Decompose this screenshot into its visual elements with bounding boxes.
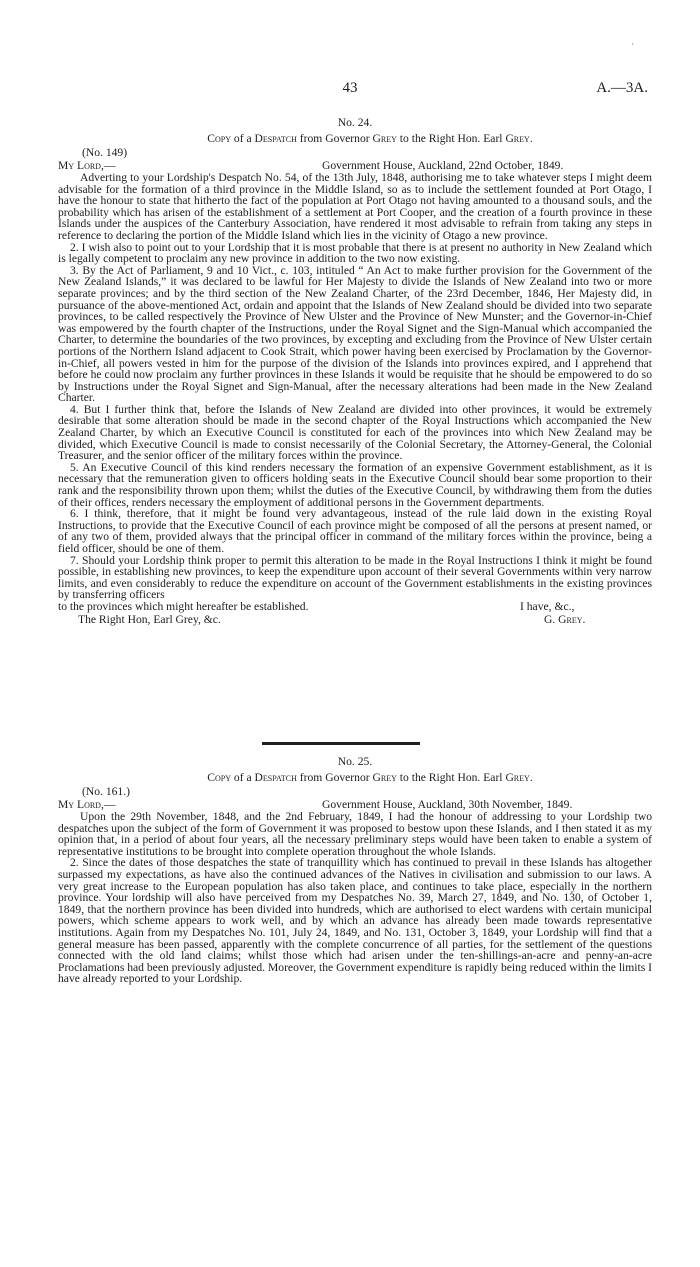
paragraph-4: 4. But I further think that, before the Islands of New Zealand are divided into other provinces, it would be extremely desirable that some alteration should be made in the second chapter of the Royal Instructions which accompanied the New Zealand Charter, by which an Executive Council is constituted for each of the provinces into which New Zealand may be divided, which Executive Council is made to consist necessarily of the Colonial Secretary, the Attorney-General, the Colonial Treasurer, and the senior officer of the military forces within the province. [58, 402, 652, 463]
speck: · [631, 40, 634, 49]
despatch-number: No. 24. [337, 116, 373, 129]
despatch-25 [58, 754, 652, 985]
caption-of: of a [231, 132, 255, 145]
opening-paragraph: Upon the 29th November, 1848, and the 2nd February, 1849, I had the honour of addressing to your Lordship two despatches upon the subject of the form of Government it was proposed to bestow upon these Islands, and I then stated it as my opinion that, in a period of about four years, all the necessary preliminary steps would have been taken to enable a system of representative institutions to be brought into complete operation throughout the whole Islands. [58, 810, 652, 858]
despatch-serial: (No. 149) [82, 146, 128, 159]
despatch-caption [58, 130, 652, 147]
paragraph-5: 5. An Executive Council of this kind renders necessary the formation of an expensive Government establishment, as it is necessary that the remuneration given to officers holding seats in the Executive Council should bear some proportion to their rank and the responsibility thrown upon them; whilst the duties of the Executive Council, by withdrawing them from the duties of their offices, renders necessary the employment of additional persons in the Government departments. [58, 460, 652, 509]
caption-copy: Copy [207, 132, 232, 145]
paragraph-2: 2. Since the dates of those despatches the state of tranquillity which has continued to prevail in these Islands has altogether surpassed my expectations, as have also the continued advances of the Natives in civilisation and submission to our laws. A very great increase to the European population has also taken place, and continues to take place, especially in the northern province. Your lordship will also have perceived from my Despatches No. 39, March 27, 1849, and No. 130, of October 1, 1849, that the northern province has been divided into hundreds, which are authorised to elect wardens with certain municipal powers, which scheme appears to work well, and by which an advance has already been made towards representative institutions. Again from my Despatches No. 101, July 24, 1849, and No. 131, October 3, 1849, your Lordship will find that a general measure has been passed, apparently with the complete concurrence of all parties, for the settlement of the questions connected with the old land claims; whilst those which had arisen under the ten-shillings-an-acre and penny-an-acre Proclamations had been previously adjusted. Moreover, the Government expenditure is rapidly being reduced within the limits I have already reported to your Lordship. [58, 856, 652, 986]
closing-line [58, 601, 652, 613]
caption-end: . [529, 771, 533, 784]
caption-despatch: Despatch [254, 771, 297, 784]
paragraph-3: 3. By the Act of Parliament, 9 and 10 Vict., c. 103, intituled “ An Act to make further provision for the Government of the New Zealand Islands,” it was declared to be lawful for Her Majesty to divide the Islands of New Zealand into two or more separate provinces; and by the third section of the New Zealand Charter, of the 23rd December, 1846, Her Majesty did, in pursuance of the above-mentioned Act, ordain and appoint that the Islands of New Zealand should be divided into two separate provinces, to be called respectively the Province of New Ulster and the Province of New Munster; and the Governor-in-Chief was empowered by the fourth chapter of the Instructions, under the Royal Signet and the Sign-Manual which accompanied the Charter, to determine the boundaries of the two provinces, by excepting and excluding from the Province of New Ulster certain portions of the Northern Island adjacent to Cook Strait, which power having been exercised by Proclamation by the Governor-in-Chief, all powers vested in him for the purpose of the division of the Islands into provinces expired, and I apprehend that before he could now proclaim any further provinces in these Islands it would be requisite that he should be empowered to do so by Instructions under the Royal Signet and Sign-Manual, after the necessary alterations had been made in the New Zealand Charter. [58, 263, 652, 405]
paper-reference: A.—3A. [596, 80, 648, 96]
caption-from: from Governor [296, 771, 373, 784]
caption-to: to the Right Hon. Earl [396, 132, 506, 145]
caption-to: to the Right Hon. Earl [396, 771, 506, 784]
addressee: The Right Hon, Earl Grey, &c. [78, 612, 221, 626]
address-line [58, 798, 652, 811]
caption-governor-name: Grey [372, 771, 397, 784]
address-line [58, 159, 652, 172]
opening-paragraph: Adverting to your Lordship's Despatch No. 54, of the 13th July, 1848, authorising me to take whatever steps I might deem advisable for the formation of a third province in the Middle Island, so as to include the settlement founded at Port Otago, I have the honour to state that hitherto the fact of the population at Port Otago not having amounted to a thousand souls, and the probability which has arisen of the establishment of a settlement at Port Cooper, and the creation of a fourth province in these Islands under the auspices of the Canterbury Association, have rendered it most advisable to refrain from taking any steps in reference to declaring the portion of the Middle Island which lies in the vicinity of Otago a new province. [58, 171, 652, 242]
section-divider [262, 742, 420, 745]
page-number: 43 [342, 80, 358, 96]
caption-copy: Copy [207, 771, 232, 784]
despatch-24 [58, 115, 652, 627]
signature: G. Grey. [544, 612, 586, 626]
caption-from: from Governor [296, 132, 373, 145]
signature-line [58, 613, 652, 627]
despatch-number: No. 25. [337, 755, 373, 768]
caption-governor-name: Grey [372, 132, 397, 145]
caption-despatch: Despatch [254, 132, 297, 145]
salutation: My Lord,— [58, 159, 116, 172]
place-date: Government House, Auckland, 30th November, 1849. [322, 798, 573, 811]
paragraph-6: 6. I think, therefore, that it might be found very advantageous, instead of the rule laid down in the existing Royal Instructions, to provide that the Executive Council of each province might be composed of all the persons at present named, or of any two of them, provided always that the principal officer in command of the military forces within the province, being a field officer, should be one of them. [58, 507, 652, 555]
closing-have: I have, &c., [520, 599, 575, 613]
caption-earl-name: Grey [505, 132, 530, 145]
despatch-caption [58, 769, 652, 786]
paragraph-7: 7. Should your Lordship think proper to permit this alteration to be made in the Royal Instructions I think it might be found possible, in establishing new provinces, to keep the expenditure upon account of their several Governments within very narrow limits, and even considerably to reduce the expenditure on account of the Government establishments in the existing provinces by transferring officers [58, 553, 652, 602]
closing-tail: to the provinces which might hereafter be established. [58, 599, 309, 613]
place-date: Government House, Auckland, 22nd October, 1849. [322, 159, 564, 172]
caption-end: . [529, 132, 533, 145]
despatch-serial: (No. 161.) [82, 785, 130, 798]
salutation: My Lord,— [58, 798, 116, 811]
caption-of: of a [231, 771, 255, 784]
caption-earl-name: Grey [505, 771, 530, 784]
paragraph-2: 2. I wish also to point out to your Lordship that it is most probable that there is at present no authority in New Zealand which is legally competent to proclaim any new province in addition to the two now existing. [58, 240, 652, 266]
